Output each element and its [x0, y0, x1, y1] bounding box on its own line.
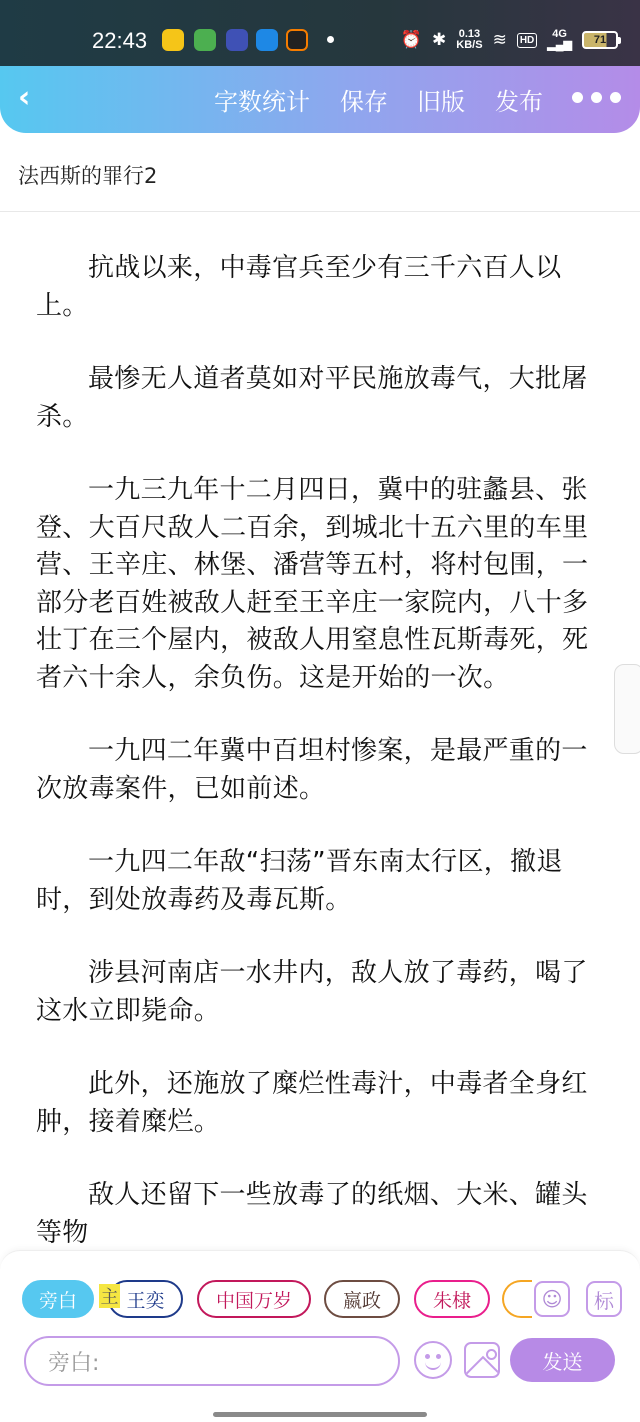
send-button[interactable]: 发送	[510, 1338, 615, 1382]
person-add-icon[interactable]: ☺	[534, 1281, 570, 1317]
document-title-bar	[0, 133, 640, 212]
notification-app-icon-4	[256, 29, 278, 51]
alarm-icon: ⏰	[400, 30, 423, 49]
notification-app-icon-2	[194, 29, 216, 51]
notification-app-icon-5	[286, 29, 308, 51]
more-notifications-dot	[327, 36, 334, 43]
notification-app-icon-1	[162, 29, 184, 51]
scroll-handle[interactable]	[614, 664, 640, 754]
chevron-left-icon[interactable]: ‹	[18, 80, 31, 115]
paragraph: 一九三九年十二月四日，冀中的驻蠡县、张登、大百尺敌人二百余，到城北十五六里的车里营、王辛庄、林堡、潘营等五村，将村包围，一部分老百姓被敌人赶至王辛庄一家院内，八十多壮丁在三个屋内，被敌人用窒息性瓦斯毒死，死者六十余人，余负伤。这是开始的一次。	[36, 475, 589, 693]
signal-label: 4G	[552, 28, 567, 40]
hd-badge: HD	[517, 33, 537, 48]
message-input-placeholder: 旁白:	[48, 1350, 100, 1376]
paragraph: 一九四二年敌“扫荡”晋东南太行区，撤退时，到处放毒药及毒瓦斯。	[36, 847, 563, 915]
bluetooth-icon: ✱	[432, 30, 447, 49]
notification-app-icon-3	[226, 29, 248, 51]
home-indicator[interactable]	[213, 1412, 427, 1417]
image-icon[interactable]	[464, 1342, 500, 1378]
document-title[interactable]: 法西斯的罪行2	[18, 164, 158, 188]
status-time: 22:43	[92, 28, 148, 53]
paragraph: 抗战以来，中毒官兵至少有三千六百人以上。	[36, 253, 562, 321]
main-role-tag: 主	[99, 1284, 120, 1308]
word-count-button[interactable]: 字数统计	[214, 88, 310, 116]
role-chip-aside[interactable]: 旁白	[22, 1280, 94, 1318]
signal-icon: 4G ▂▄▆	[547, 28, 572, 51]
net-speed-unit: KB/S	[456, 39, 483, 51]
mark-button[interactable]: 标	[586, 1281, 622, 1317]
system-icons	[401, 26, 618, 54]
paragraph: 最惨无人道者莫如对平民施放毒气，大批屠杀。	[36, 364, 588, 432]
battery-level: 71	[593, 34, 607, 46]
paragraph: 此外，还施放了糜烂性毒汁，中毒者全身红肿，接着糜烂。	[36, 1069, 588, 1137]
role-chip-zhudi[interactable]: 朱棣	[414, 1280, 490, 1318]
paragraph: 涉县河南店一水井内，敌人放了毒药，喝了这水立即毙命。	[36, 958, 588, 1026]
battery-icon	[582, 31, 618, 49]
message-input[interactable]	[24, 1336, 400, 1386]
status-bar	[0, 0, 640, 66]
wifi-icon: ≋	[492, 30, 507, 49]
editor-toolbar	[0, 66, 640, 133]
document-body[interactable]	[36, 250, 606, 1250]
paragraph: 一九四二年冀中百坦村惨案，是最严重的一次放毒案件，已如前述。	[36, 736, 588, 804]
role-chip-wangyi[interactable]: 王奕	[108, 1280, 183, 1318]
role-chip-partial[interactable]	[502, 1280, 532, 1318]
net-speed	[456, 29, 482, 51]
more-dots-icon[interactable]	[572, 92, 621, 103]
publish-button[interactable]: 发布	[495, 88, 543, 116]
save-button[interactable]: 保存	[340, 88, 388, 116]
role-chip-yingzheng[interactable]: 嬴政	[324, 1280, 400, 1318]
emoji-icon[interactable]	[414, 1341, 452, 1379]
role-chip-zhongguo[interactable]: 中国万岁	[197, 1280, 311, 1318]
paragraph: 敌人还留下一些放毒了的纸烟、大米、罐头等物	[36, 1180, 588, 1248]
net-speed-value: 0.13	[458, 28, 481, 40]
old-version-button[interactable]: 旧版	[417, 88, 465, 116]
